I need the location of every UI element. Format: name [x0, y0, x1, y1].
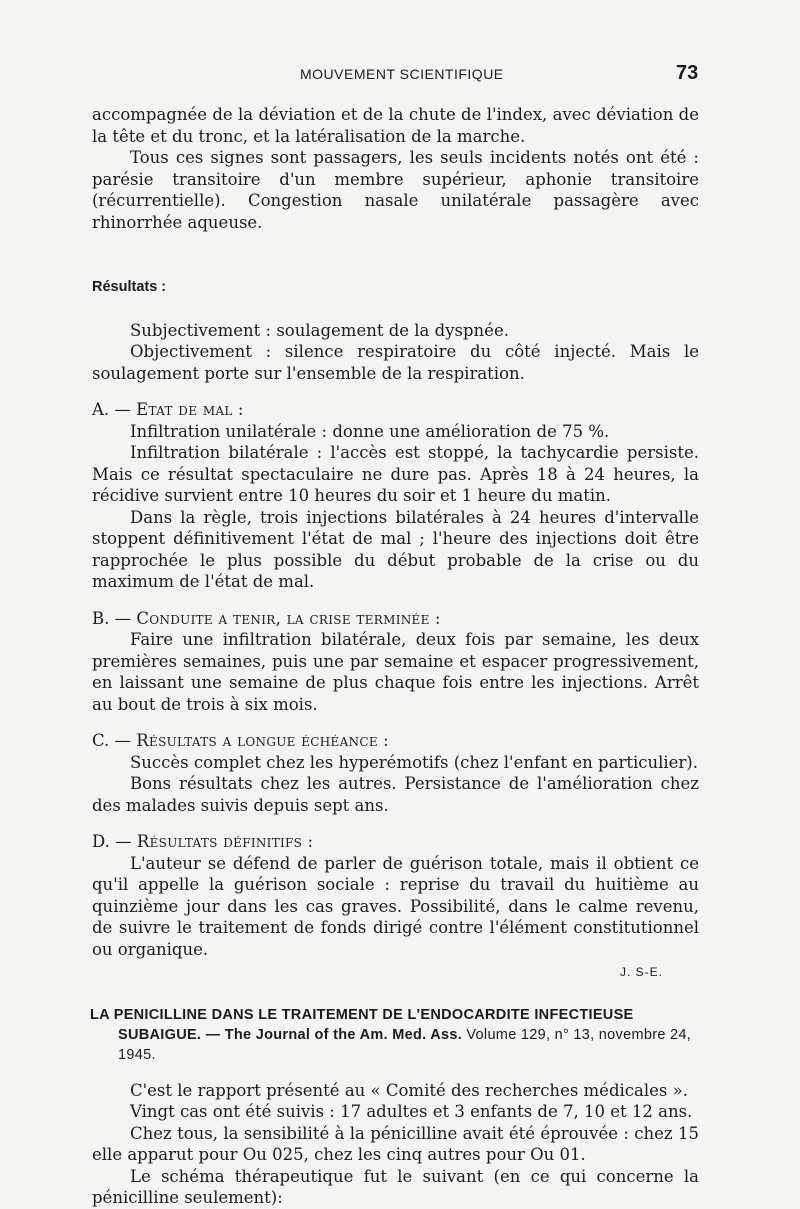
article-heading: [90, 1005, 704, 1065]
section-c-title: Résultats a longue échéance: [136, 731, 378, 750]
section-a-paragraph-2: Infiltration bilatérale : l'accès est stoppé, la tachycardie persiste. Mais ce résultat spectaculaire ne dure pas. Après 18 à 24 heures, la récidive survient entre 10 heures du soir et 1 heure du matin.: [92, 443, 699, 505]
section-d-paragraph-1: L'auteur se défend de parler de guérison totale, mais il obtient ce qu'il appelle la guérison sociale : reprise du travail du huitième au quinzième jour dans les cas graves. Possibilité, dans le calme revenu, de suivre le traitement de fonds dirigé contre l'élément constitutionnel ou organique.: [92, 853, 699, 959]
results-objective: Objectivement : silence respiratoire du côté injecté. Mais le soulagement porte sur l'ensemble de la respiration.: [92, 342, 699, 383]
article-paragraph-3: Chez tous, la sensibilité à la pénicilline avait été éprouvée : chez 15 elle apparut pour Ou 025, chez les cinq autres pour Ou 01.: [92, 1123, 699, 1164]
author-signature: J. S-E.: [619, 965, 663, 979]
section-a-paragraph-3: Dans la règle, trois injections bilatérales à 24 heures d'intervalle stoppent définitivement l'état de mal ; l'heure des injections doit être rapprochée le plus possible du début probable de la crise ou du maximum de l'état de mal.: [92, 507, 699, 591]
section-d-title: Résultats définitifs: [136, 832, 303, 851]
article-paragraph-2: Vingt cas ont été suivis : 17 adultes et 3 enfants de 7, 10 et 12 ans.: [130, 1102, 693, 1121]
section-d-colon: :: [307, 832, 314, 851]
section-b-title: Conduite a tenir, la crise terminée: [136, 608, 430, 628]
section-a-letter: A. —: [92, 400, 131, 419]
section-b-paragraph-1: Faire une infiltration bilatérale, deux fois par semaine, les deux premières semaines, puis une par semaine et espacer progressivement, en laissant une semaine de plus chaque fois entre les injections. Arrêt au bout de trois à six mois.: [92, 630, 699, 714]
article-source-lead: SUBAIGUE. — The Journal of the Am. Med. Ass.: [118, 1026, 463, 1043]
intro-paragraph-1: accompagnée de la déviation et de la chute de l'index, avec déviation de la tête et du tronc, et la latéralisation de la marche.: [92, 105, 699, 146]
section-b-heading: [92, 608, 699, 630]
section-a-title: Etat de mal: [136, 400, 233, 419]
article-source-rest: Volume 129, n° 13, novembre 24, 1945.: [118, 1026, 692, 1063]
results-subjective: Subjectivement : soulagement de la dyspnée.: [130, 320, 509, 340]
section-c-paragraph-1: Succès complet chez les hyperémotifs (chez l'enfant en particulier).: [130, 752, 698, 772]
section-d-heading: [92, 831, 699, 853]
article-source: [90, 1025, 704, 1065]
section-c-colon: :: [383, 731, 389, 750]
section-c-letter: C. —: [92, 731, 132, 750]
article-paragraph-4: Le schéma thérapeutique fut le suivant (en ce qui concerne la pénicilline seulement):: [92, 1166, 699, 1207]
section-c-heading: [92, 730, 699, 752]
article-paragraph-1: C'est le rapport présenté au « Comité des recherches médicales ».: [130, 1080, 688, 1100]
page-body: [92, 104, 699, 1209]
section-a-paragraph-1: Infiltration unilatérale : donne une amélioration de 75 %.: [130, 421, 610, 441]
section-a-heading: [92, 399, 699, 421]
results-heading: Résultats :: [92, 279, 167, 295]
section-a-colon: :: [237, 400, 244, 419]
section-d-letter: D. —: [92, 832, 132, 851]
article-title: LA PENICILLINE DANS LE TRAITEMENT DE L'ENDOCARDITE INFECTIEUSE: [90, 1006, 634, 1023]
running-head: MOUVEMENT SCIENTIFIQUE: [300, 66, 504, 82]
intro-paragraph-2: Tous ces signes sont passagers, les seuls incidents notés ont été : parésie transitoire d'un membre supérieur, aphonie transitoire (récurrentielle). Congestion nasale unilatérale passagère avec rhinorrhée aqueuse.: [92, 148, 699, 232]
section-b-colon: :: [434, 608, 441, 628]
page-number: 73: [676, 62, 699, 84]
section-c-paragraph-2: Bons résultats chez les autres. Persistance de l'amélioration chez des malades suivis depuis sept ans.: [92, 774, 699, 815]
section-b-letter: B. —: [92, 608, 132, 628]
